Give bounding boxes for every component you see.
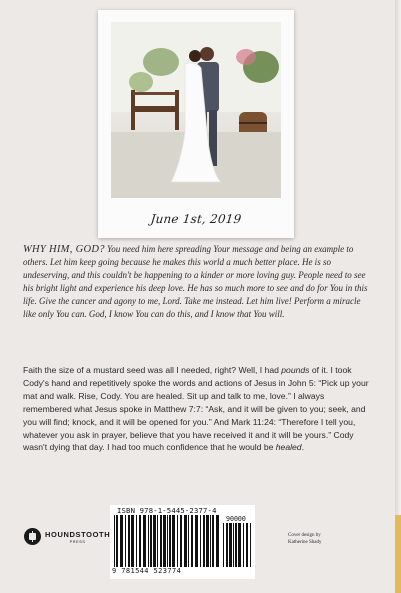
body-emphasis-2: healed [275, 442, 302, 453]
wedding-photo-illustration [111, 22, 281, 198]
houndstooth-logo-icon [24, 528, 41, 545]
publisher-logo [24, 528, 110, 545]
credit-line-1: Cover design by [288, 533, 321, 538]
credit-line-2: Katherine Shady [288, 540, 322, 545]
polaroid-photo [98, 10, 294, 238]
prayer-text: You need him here spreading Your message and being an example to others. Let him keep going because he makes this world a much better place. He is so undeserving, and this couldn't be happening to a kinder or more loving guy. People need to see his bright light and experience his deep love. He has so much more to see and do for You in this life. Give the cancer and agony to me, Lord. Take me instead. Let him live! Perform a miracle like only You can. God, I know You can do this, and I know that You will. [23, 244, 368, 320]
body-emphasis-1: pounds [281, 365, 310, 375]
body-paragraph [23, 364, 375, 454]
publisher-name: HOUNDSTOOTH [45, 529, 111, 539]
isbn-text: ISBN 978-1-5445-2377-4 [117, 506, 217, 515]
wedding-photo [111, 22, 281, 198]
barcode-main-bars [114, 515, 220, 567]
body-text-3: . [301, 442, 304, 453]
italic-prayer-paragraph [23, 243, 375, 322]
body-text-2: of it. I took Cody's hand and repetitively spoke the words and actions of Jesus in John 5: “Pick up your mat and walk. Rise, Cody. You are healed. Sit up and talk to me, love.” I always remembered what Jesus spoke in Matthew 7:7: “Ask, and it will be given to you; seek, and you will find; knock, and it will be opened for you.” And Mark 11:24: “Therefore I tell you, whatever you ask in prayer, believe that you have received it and it will be yours.” Cody wasn't dying that day. I had too much confidence that he would be [23, 365, 369, 453]
publisher-sub: PRESS [69, 539, 86, 544]
spine-accent [395, 515, 401, 593]
publisher-wordmark [45, 530, 110, 544]
prayer-lead: WHY HIM, GOD? [23, 244, 105, 255]
body-text-1: Faith the size of a mustard seed was all I needed, right? Well, I had [23, 365, 282, 375]
photo-caption: June 1st, 2019 [149, 212, 243, 226]
isbn-barcode [110, 505, 255, 579]
barcode-digits: 9 781544 523774 [112, 567, 182, 575]
price-code: 90000 [226, 515, 246, 523]
cover-credit [288, 532, 321, 546]
barcode-addon-bars [223, 523, 251, 567]
spine-edge [395, 0, 401, 593]
